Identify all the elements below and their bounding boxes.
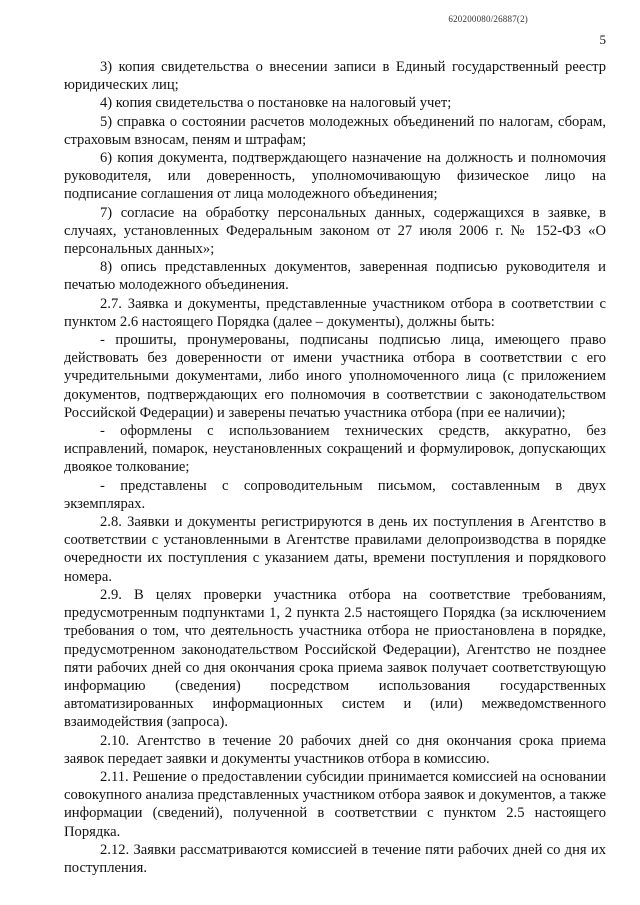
document-id: 620200080/26887(2) bbox=[448, 14, 528, 24]
paragraph-item-4: 4) копия свидетельства о постановке на налоговый учет; bbox=[100, 95, 452, 112]
paragraph-2-10: 2.10. Агентство в течение 20 рабочих дней со дня окончания срока приема заявок передает заявки и документы участников отбора в комиссию. bbox=[64, 732, 606, 767]
paragraph-2-9: 2.9. В целях проверки участника отбора на соответствие требованиям, предусмотренным подпунктами 1, 2 пункта 2.5 настоящего Порядка (за исключением требования о том, что деятельность участника отбора не приостановлена в порядке, предусмотренном законодательством Российской Федерации), Агентство не позднее пяти рабочих дней со дня окончания срока приема заявок получает соответствующую информацию (сведения) посредством использования государственных автоматизированных информационных систем и (или) межведомственного взаимодействия (запроса). bbox=[64, 586, 606, 731]
paragraph-item-6: 6) копия документа, подтверждающего назначение на должность и полномочия руководителя, или доверенность, уполномочивающую физическое лицо на подписание соглашения от лица молодежного объединения; bbox=[64, 150, 606, 203]
paragraph-bullet-stitched: - прошиты, пронумерованы, подписаны подписью лица, имеющего право действовать без доверенности от имени участника отбора в соответствии с его учредительными документами, либо иного уполномоченного лица (с приложением документов, подтверждающих его полномочия в соответствии с законодательством Российской Федерации) и заверены печатью участника отбора (при ее наличии); bbox=[64, 332, 606, 421]
paragraph-item-7: 7) согласие на обработку персональных данных, содержащихся в заявке, в случаях, установленных Федеральным законом от 27 июля 2006 г. № 152-ФЗ «О персональных данных»; bbox=[64, 204, 606, 258]
page-number: 5 bbox=[599, 32, 606, 47]
paragraph-2-12: 2.12. Заявки рассматриваются комиссией в течение пяти рабочих дней со дня их поступления. bbox=[64, 841, 606, 876]
document-body bbox=[64, 58, 606, 877]
paragraph-2-11: 2.11. Решение о предоставлении субсидии принимается комиссией на основании совокупного анализа представленных участником отбора заявок и документов, а также информации (сведений), полученной в соответствии с пунктом 2.5 настоящего Порядка. bbox=[64, 768, 606, 840]
paragraph-item-5: 5) справка о состоянии расчетов молодежных объединений по налогам, сборам, страховым взносам, пеням и штрафам; bbox=[64, 113, 606, 148]
paragraph-item-8: 8) опись представленных документов, заверенная подписью руководителя и печатью молодежного объединения. bbox=[64, 259, 606, 294]
paragraph-bullet-formatted: - оформлены с использованием технических средств, аккуратно, без исправлений, помарок, неустановленных сокращений и формулировок, допускающих двоякое толкование; bbox=[64, 423, 606, 476]
paragraph-item-3: 3) копия свидетельства о внесении записи в Единый государственный реестр юридических лиц; bbox=[64, 59, 606, 94]
paragraph-bullet-cover-letter: - представлены с сопроводительным письмом, составленным в двух экземплярах. bbox=[64, 477, 606, 512]
paragraph-2-7: 2.7. Заявка и документы, представленные участником отбора в соответствии с пунктом 2.6 настоящего Порядка (далее – документы), должны быть: bbox=[64, 295, 606, 330]
paragraph-2-8: 2.8. Заявки и документы регистрируются в день их поступления в Агентство в соответствии с установленными в Агентстве правилами делопроизводства в порядке очередности их поступления с указанием даты, времени поступления и порядкового номера. bbox=[64, 514, 606, 585]
